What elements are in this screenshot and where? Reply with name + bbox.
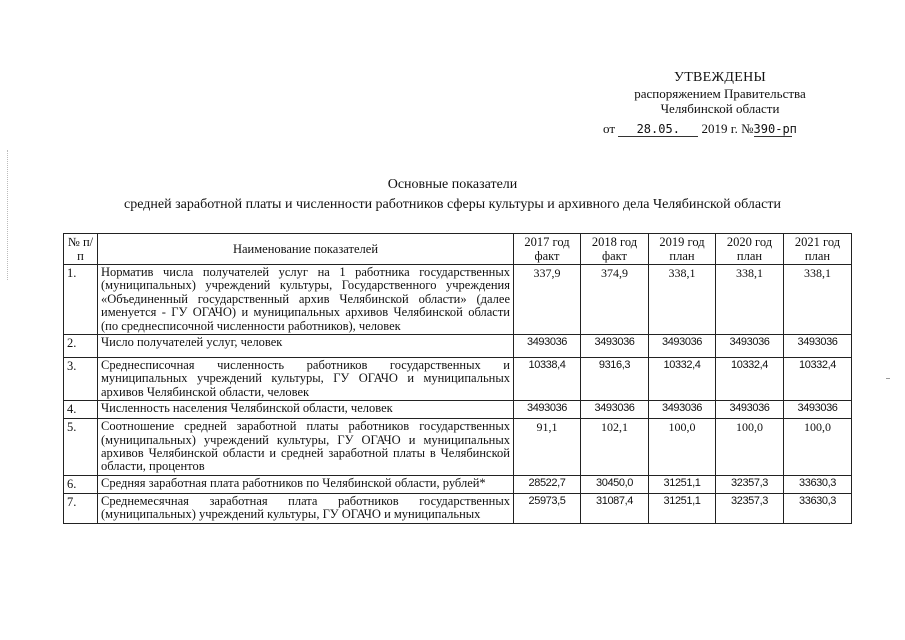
- value-2019: 31251,1: [649, 493, 716, 523]
- value-2018: 9316,3: [581, 358, 649, 401]
- value-2021: 33630,3: [784, 493, 852, 523]
- value-2021: 3493036: [784, 335, 852, 358]
- value-2020: 100,0: [716, 419, 784, 476]
- table-row: [64, 265, 852, 335]
- col-2017-header: 2017 год факт: [514, 234, 581, 265]
- value-2018: 3493036: [581, 335, 649, 358]
- col-2018-header: 2018 год факт: [581, 234, 649, 265]
- value-2017: 3493036: [514, 335, 581, 358]
- value-2019: 3493036: [649, 401, 716, 419]
- indicator-name: Численность населения Челябинской области, человек: [98, 401, 514, 419]
- value-2018: 3493036: [581, 401, 649, 419]
- value-2021: 100,0: [784, 419, 852, 476]
- table-row: [64, 401, 852, 419]
- value-2021: 10332,4: [784, 358, 852, 401]
- value-2019: 338,1: [649, 265, 716, 335]
- col-2020-header: 2020 год план: [716, 234, 784, 265]
- value-2020: 10332,4: [716, 358, 784, 401]
- title-line-1: Основные показатели: [387, 177, 518, 192]
- row-number: 7.: [64, 493, 98, 523]
- value-2017: 25973,5: [514, 493, 581, 523]
- indicators-table: [63, 233, 852, 524]
- year-text: 2019 г. №: [701, 121, 754, 136]
- date-prefix: от: [603, 121, 616, 136]
- indicator-name: Соотношение средней заработной платы работников государственных (муниципальных) учреждений культуры, ГУ ОГАЧО и муниципальных архивов Челябинской области и средней заработной платы в Челябинской области, процентов: [98, 419, 514, 476]
- row-number: 1.: [64, 265, 98, 335]
- value-2017: 337,9: [514, 265, 581, 335]
- table-row: [64, 335, 852, 358]
- approval-stamp: [600, 70, 840, 117]
- value-2019: 10332,4: [649, 358, 716, 401]
- document-title: [0, 175, 905, 215]
- document-number: 390-рп: [753, 122, 797, 136]
- col-2021-header: 2021 год план: [784, 234, 852, 265]
- value-2018: 374,9: [581, 265, 649, 335]
- col-num-header: № п/п: [64, 234, 98, 265]
- value-2017: 10338,4: [514, 358, 581, 401]
- value-2017: 91,1: [514, 419, 581, 476]
- value-2020: 3493036: [716, 401, 784, 419]
- approved-region-line: Челябинской области: [660, 101, 780, 116]
- table-header-row: [64, 234, 852, 265]
- row-number: 5.: [64, 419, 98, 476]
- table-row: [64, 419, 852, 476]
- value-2019: 31251,1: [649, 475, 716, 493]
- table-row: [64, 358, 852, 401]
- value-2018: 102,1: [581, 419, 649, 476]
- row-number: 6.: [64, 475, 98, 493]
- approval-date-line: [603, 121, 797, 137]
- value-2020: 32357,3: [716, 493, 784, 523]
- value-2019: 100,0: [649, 419, 716, 476]
- row-number: 3.: [64, 358, 98, 401]
- row-number: 4.: [64, 401, 98, 419]
- value-2021: 33630,3: [784, 475, 852, 493]
- approved-by-line: распоряжением Правительства: [634, 85, 806, 101]
- title-line-2: средней заработной платы и численности работников сферы культуры и архивного дела Челябинской области: [124, 197, 781, 212]
- col-name-header: Наименование показателей: [98, 234, 514, 265]
- approved-heading: УТВЕЖДЕНЫ: [673, 70, 767, 85]
- indicator-name: Средняя заработная плата работников по Челябинской области, рублей*: [98, 475, 514, 493]
- indicator-name: Число получателей услуг, человек: [98, 335, 514, 358]
- value-2019: 3493036: [649, 335, 716, 358]
- col-2019-header: 2019 год план: [649, 234, 716, 265]
- value-2020: 338,1: [716, 265, 784, 335]
- scan-margin-mark: [7, 150, 9, 280]
- value-2018: 30450,0: [581, 475, 649, 493]
- value-2017: 28522,7: [514, 475, 581, 493]
- value-2021: 338,1: [784, 265, 852, 335]
- indicator-name: Среднесписочная численность работников государственных и муниципальных учреждений культуры, ГУ ОГАЧО и муниципальных архивов Челябинской области, человек: [98, 358, 514, 401]
- value-2021: 3493036: [784, 401, 852, 419]
- indicator-name: Норматив числа получателей услуг на 1 работника государственных (муниципальных) учреждений культуры, Государственного учреждения «Объединенный государственный архив Челябинской области» (далее именуется - ГУ ОГАЧО) и муниципальных архивов Челябинской области (по среднесписочной численности работников), человек: [98, 265, 514, 335]
- value-2020: 3493036: [716, 335, 784, 358]
- value-2017: 3493036: [514, 401, 581, 419]
- value-2018: 31087,4: [581, 493, 649, 523]
- table-row: [64, 493, 852, 523]
- indicator-name: Среднемесячная заработная плата работников государственных (муниципальных) учреждений культуры, ГУ ОГАЧО и муниципальных: [98, 493, 514, 523]
- date-value: 28.05.: [618, 123, 698, 137]
- scan-speck: [886, 378, 890, 379]
- value-2020: 32357,3: [716, 475, 784, 493]
- table-row: [64, 475, 852, 493]
- row-number: 2.: [64, 335, 98, 358]
